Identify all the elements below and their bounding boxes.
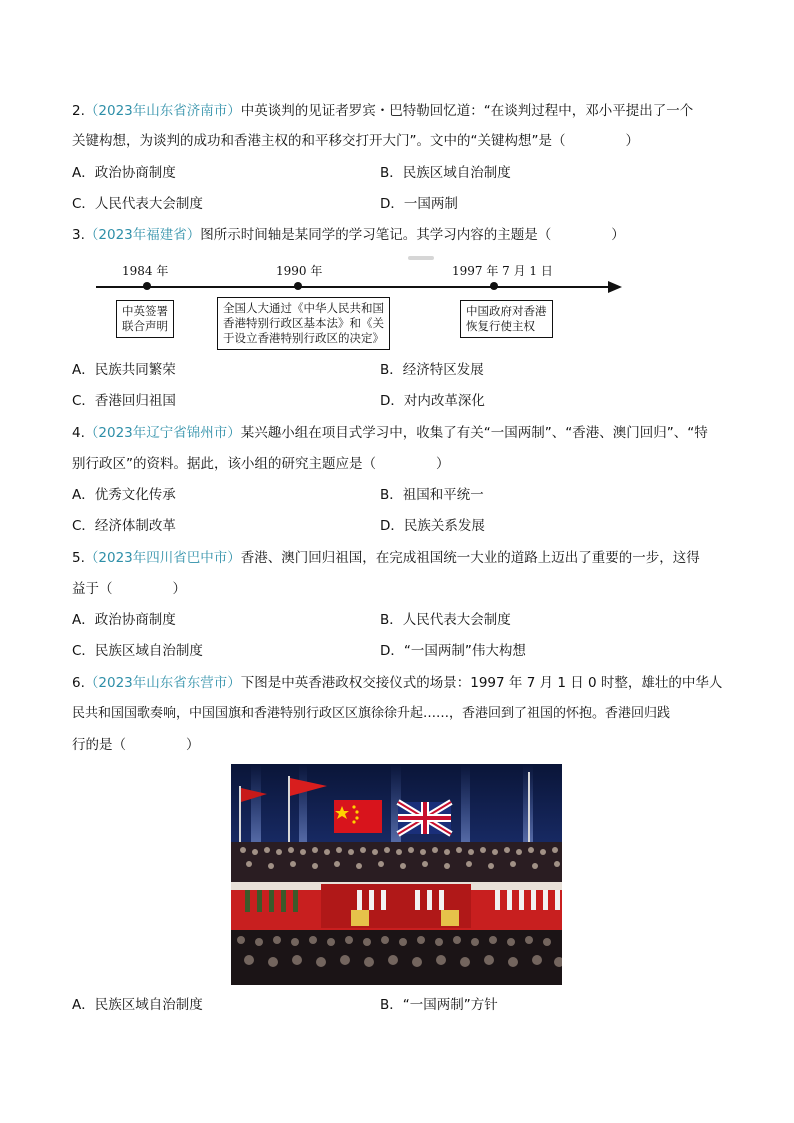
q4-option-a[interactable]: A．优秀文化传承 — [72, 487, 176, 503]
q4-stem-line1 — [72, 423, 708, 443]
q3-option-d[interactable]: D．对内改革深化 — [380, 393, 485, 409]
q6-text-2: 民共和国国歌奏响，中国国旗和香港特别行政区区旗徐徐升起……，香港回到了祖国的怀抱。香港回归践 — [72, 706, 671, 721]
timeline-date-1997: 1997 年 7 月 1 日 — [452, 264, 553, 278]
timeline-axis — [96, 286, 612, 288]
timeline-box-joint-declaration: 中英签署 联合声明 — [116, 300, 174, 338]
q6-source: （2023年山东省东营市） — [84, 675, 241, 691]
timeline-arrow-head — [608, 281, 622, 293]
q6-number: 6. — [72, 675, 85, 691]
timeline-dot-1984 — [143, 282, 151, 290]
q5-option-b[interactable]: B．人民代表大会制度 — [380, 612, 511, 628]
q3-option-b[interactable]: B．经济特区发展 — [380, 362, 484, 378]
q2-number: 2. — [72, 103, 85, 119]
q5-stem-line2: 益于（ ） — [72, 581, 186, 597]
q4-number: 4. — [72, 425, 85, 441]
timeline-dot-1997 — [490, 282, 498, 290]
q6-text-1: 下图是中英香港政权交接仪式的场景：1997 年 7 月 1 日 0 时整，雄壮的中华人 — [240, 675, 723, 691]
q2-text-2: 关键构想，为谈判的成功和香港主权的和平移交打开大门”。文中的“关键构想”是（ — [72, 133, 566, 149]
q5-text-2: 益于（ — [72, 581, 113, 597]
q5-stem-line1 — [72, 548, 700, 568]
timeline-dot-1990 — [294, 282, 302, 290]
q2-source: （2023年山东省济南市） — [84, 103, 241, 119]
q6-stem-line3: 行的是（ ） — [72, 737, 200, 753]
q4-text-1: 某兴趣小组在项目式学习中，收集了有关“一国两制”、“香港、澳门回归”、“特 — [240, 425, 708, 441]
q6-stem-line1 — [72, 673, 722, 693]
q4-source: （2023年辽宁省锦州市） — [84, 425, 241, 441]
q2-option-c[interactable]: C．人民代表大会制度 — [72, 196, 203, 212]
q4-stem-line2: 别行政区”的资料。据此，该小组的研究主题应是（ ） — [72, 456, 450, 472]
q5-option-c[interactable]: C．民族区域自治制度 — [72, 643, 203, 659]
q4-option-b[interactable]: B．祖国和平统一 — [380, 487, 484, 503]
q2-option-a[interactable]: A．政治协商制度 — [72, 165, 176, 181]
q3-source: （2023年福建省） — [84, 227, 201, 243]
q5-option-a[interactable]: A．政治协商制度 — [72, 612, 176, 628]
q3-option-a[interactable]: A．民族共同繁荣 — [72, 362, 176, 378]
timeline-box-basic-law: 全国人大通过《中华人民共和国 香港特别行政区基本法》和《关 于设立香港特别行政区的决定》 — [217, 297, 390, 350]
timeline-figure — [92, 258, 632, 354]
q2-stem-line2: 关键构想，为谈判的成功和香港主权的和平移交打开大门”。文中的“关键构想”是（ ） — [72, 133, 639, 149]
timeline-box-sovereignty: 中国政府对香港 恢复行使主权 — [460, 300, 553, 338]
q5-number: 5. — [72, 550, 85, 566]
q3-text-1: 图所示时间轴是某同学的学习笔记。其学习内容的主题是（ — [200, 227, 552, 243]
q3-option-c[interactable]: C．香港回归祖国 — [72, 393, 176, 409]
q5-text-1: 香港、澳门回归祖国，在完成祖国统一大业的道路上迈出了重要的一步，这得 — [240, 550, 700, 566]
q2-option-d[interactable]: D．一国两制 — [380, 196, 458, 212]
q4-option-c[interactable]: C．经济体制改革 — [72, 518, 176, 534]
q2-option-b[interactable]: B．民族区域自治制度 — [380, 165, 511, 181]
ceremony-illustration — [231, 764, 562, 985]
q5-option-d[interactable]: D．“一国两制”伟大构想 — [380, 643, 526, 659]
q2-stem-line1 — [72, 101, 693, 121]
q4-text-2: 别行政区”的资料。据此，该小组的研究主题应是（ — [72, 456, 376, 472]
q3-number: 3. — [72, 227, 85, 243]
q6-text-3: 行的是（ — [72, 737, 126, 753]
q6-option-a[interactable]: A．民族区域自治制度 — [72, 997, 203, 1013]
q5-source: （2023年四川省巴中市） — [84, 550, 241, 566]
q4-option-d[interactable]: D．民族关系发展 — [380, 518, 485, 534]
q6-option-b[interactable]: B．“一国两制”方针 — [380, 997, 498, 1013]
q6-stem-line2 — [72, 704, 670, 724]
q3-stem-line1: 3.（2023年福建省）图所示时间轴是某同学的学习笔记。其学习内容的主题是（ ） — [72, 227, 625, 243]
timeline-date-1984: 1984 年 — [122, 264, 169, 278]
timeline-date-1990: 1990 年 — [276, 264, 323, 278]
q2-text-1: 中英谈判的见证者罗宾・巴特勒回忆道：“在谈判过程中，邓小平提出了一个 — [240, 103, 694, 119]
handover-ceremony-photo — [231, 764, 562, 985]
